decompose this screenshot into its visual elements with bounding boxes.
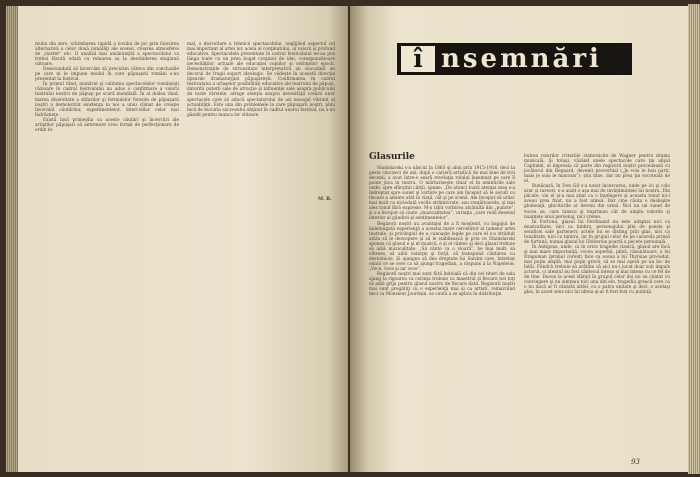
section-banner <box>397 43 632 75</box>
right-col2-para-1: buirea rolurilor criteriile statornicite de Wagner pentru drama muzicală. Şi totuşi, văzând unele spectacole care ţin afişul Capitalei, ai impresia că parte din regizorii noştri procedează cu jocătorul din Regnard, devenit proverbial („Je vois le bon parti, mais je suis le mauvais”): ştiu bine, dar nu prea ţin socoteală de el. <box>524 154 670 185</box>
left-col1-para-1: mului din zero, schimbarea rapidă a locului de joc prin folosirea alternativă a celor două jumătăţi ale scenei, crearea atmosferei de „mister” etc. O analiză mai amănunţită a spectacolului va trebui făcută odată cu reluarea sa la deschiderea stagiunii viitoare. <box>35 42 179 68</box>
left-col2-para-1: mal, o dezvoltare a tehnicii spectacolului, neglijând aspectul cel mai important al artei lor, acela al conţinutului, al valorii şi profund educative. Spectacolele prezentate în cadrul festivalului ne-au pus lânga toate cu un prea bogat conţinut de idei, corespunzătoare necesităţilor actuale ale educaţiei copiilor şi cerinţelor epocii. Demonstraţiile de virtuozitate interpretativă au ciocodată un decorul de fragii suport ideologic. Se vădeşte în această direcţie lipsurile dramaturgiei păpuşăreşti. Confirmarea în cadrul festivalului a urlaşelor posibilităţi educative ale teatrului de păpuşi, datorită puterii sale de atracţie şi influenţei sale asupra publicului de toate vârstele, atrage atenţia asupra necesităţii creării unor spectacole care să aducă spectatorului de azi mesajul vibrant al actualităţii. Este una din problemele la care păpuşarii noştri, plini încă de bucuria succesului obţinut în cadrul unarui festival, nu s-au gândit pentru munca lor viitoare. <box>187 42 335 118</box>
banner-title: nsemnări <box>441 44 602 74</box>
left-col1-para-3: În primul rând, numărul şi calitatea spectacolelor româneşti văzioare în cadrul festivalului au adus o confirmare a valorii teatrului nostru de păpuşi pe scară mondială. În al doilea rând, marea diversitate a stilurilor şi formulelor folosite de păpuşarii noştri a demonstrat existenţa la noi a unui climat de creaţie favorabil căutărilor, experimentelor, intercolilor celor mai îndrăzneţe. <box>35 82 179 118</box>
right-col1-para-1: Stanislavski s-a născut la 1863 şi abia prin 1915-1916, deci la peste cincizeci de ani, după o carieră artistică de mai bine de trei decenii, a avut între-o seară revelaţia rolului însemnat pe care îl poate juca în teatru. O mărturiseşte chiar el în amintirile sale unde, spre sfârşitul cărţii, spune: „De atunci toată atenţia mea s-a îndreptat spre sunet şi vorbire pe care am început să le ascult cu fiecare a aminte atât în viaţă, cât şi pe scenă. Am început să urăsc mai mult ca niciodată vocile strâmtorate, sau ronţăitoarele, şi mai ales tonul fără expresie. M-a izbit vorbirea alcătuită din „puncte”, şi s-a început să caute „muzicalitatea”, variaţia „care redă desenul interior al gândirii şi sentimentelor”. <box>369 166 515 222</box>
left-book-edge <box>6 6 18 472</box>
left-column-1 <box>35 42 179 133</box>
left-column-2 <box>187 42 335 118</box>
right-col2-para-4: În Antigona, unde, ca în orice tragedie clasică, glasul are încă şi mai mare importanţă, vocea superbă, plină, răsunătoare, a lui Dragoman (primul coreut) face ca scena a lui Thyrsias procedat, mai puţin amplă, mai puţin gravă, să se mai aşeză pe un loc de întâi. Fiindcă trebuie să arătăm că aici nu-i jucat doar sub impuls actorul, ci atentul nu fost cântecul intens şi mai intens cu ce fel de de tine. Ducea la acest sfârşit în grupul celor doi nu au cântat cu convingere şi nu simţeau nici una din ele, tragedia greacă cere ca o nu dacă ar fi cântată altfel, cu o patru unitate şi deci, o acelaşi glas, în acest sens nici lui alteia şi-ar fi fost fost cu putinţă. <box>524 244 670 296</box>
page-number: 93 <box>631 458 640 466</box>
right-col2-para-2: Bunăoară, în Don Gil s-a notat încercarea, unde pe ici şi colo arar şi rareori, s-a auzit o aşa mai de invăţămintele lui nostru. Din păcate, viu el şi-a mai ştiut ca o înţelegere şi aceasta tonul nu-l aveau prea fixat, nu a fost atinsă. Dar cine căuta o desluşire glumeaţă, ghiciturile ar deveni din urmă. Nici nu un sunet de vocea sa, care luneca şi imprimau cât de amplu valorile şi nuanţele unui personaj, nici vreme. <box>524 184 670 220</box>
right-col2-para-3: În Fortuna, glasul lui Ferdinand nu este adaptat nici ca muzicalitate, nici ca timbru, personajului plin de poezie şi seraficei sale parteneri; actele nu se disting prin glas, nici ca tonalitate, nici ca timbru, iar în grupul celor de pe caravela prinsă de furtună, numai glasul lui Ghiberius poartă a pecete personală. <box>524 219 670 245</box>
left-col1-para-2: Desecundată să încercăm să precizăm câteva din concluziile pe care ni le impune modul în care păpuşarii români s-au prezentat la festival. <box>35 67 179 83</box>
banner-initial: î <box>401 46 435 72</box>
right-column-2 <box>524 154 670 295</box>
right-book-edge <box>688 4 700 474</box>
article-heading: Glasurile <box>369 152 415 162</box>
left-col1-para-4: Există însă primejdia ca aceste căutări şi încercări ale artiştilor păpuşari să antreneze vreo formă de perfecţionare de ordin fo- <box>35 117 179 133</box>
right-col1-para-2: Regizorii noştri au avantajul de a fi moştenit, cu bagajul de îndelungată experienţă a acestui mare cercetător al tainelor artei teatrale, şi privilegiul de a cunoaşte legile pe care el s-a străduit atâta să le descopere şi să le stabilească şi prin ce Stanislavski spunea că glasul e şi el muzică, e şi el cântec şi deci glasul trebuie să aibă muzicalitate. „Să cânte ca o vioară”, be mai mult: să vibreze, să aibă variaţie şi forţă, să transpună cântarea cu destoinicie. Şi ajungea să dea dreptate lui Salvini care, întrebat odată ce se cere ca să ajungi tragedian, a răspuns à la Napoleon: „Voce, voce şi iar voce”. <box>369 221 515 272</box>
right-column-1 <box>369 166 515 297</box>
article-signature: M. B. <box>318 197 332 202</box>
right-col1-para-3: Regizorii noştri mai sunt fără îndoială că din cei tineri de sala ajung la rigoarea ca cerinţa trebuie ca maestrul şi fiecare noi toţi să aibă grija pentru glasul nostru de fiecare dată. Regizorii noştri mai sunt pregătiţi cu o experienţă mai şi ca artişti, remarcând deci ca Monsieur Jourdain, se caută a se aplica în distribuţie. <box>369 271 515 298</box>
